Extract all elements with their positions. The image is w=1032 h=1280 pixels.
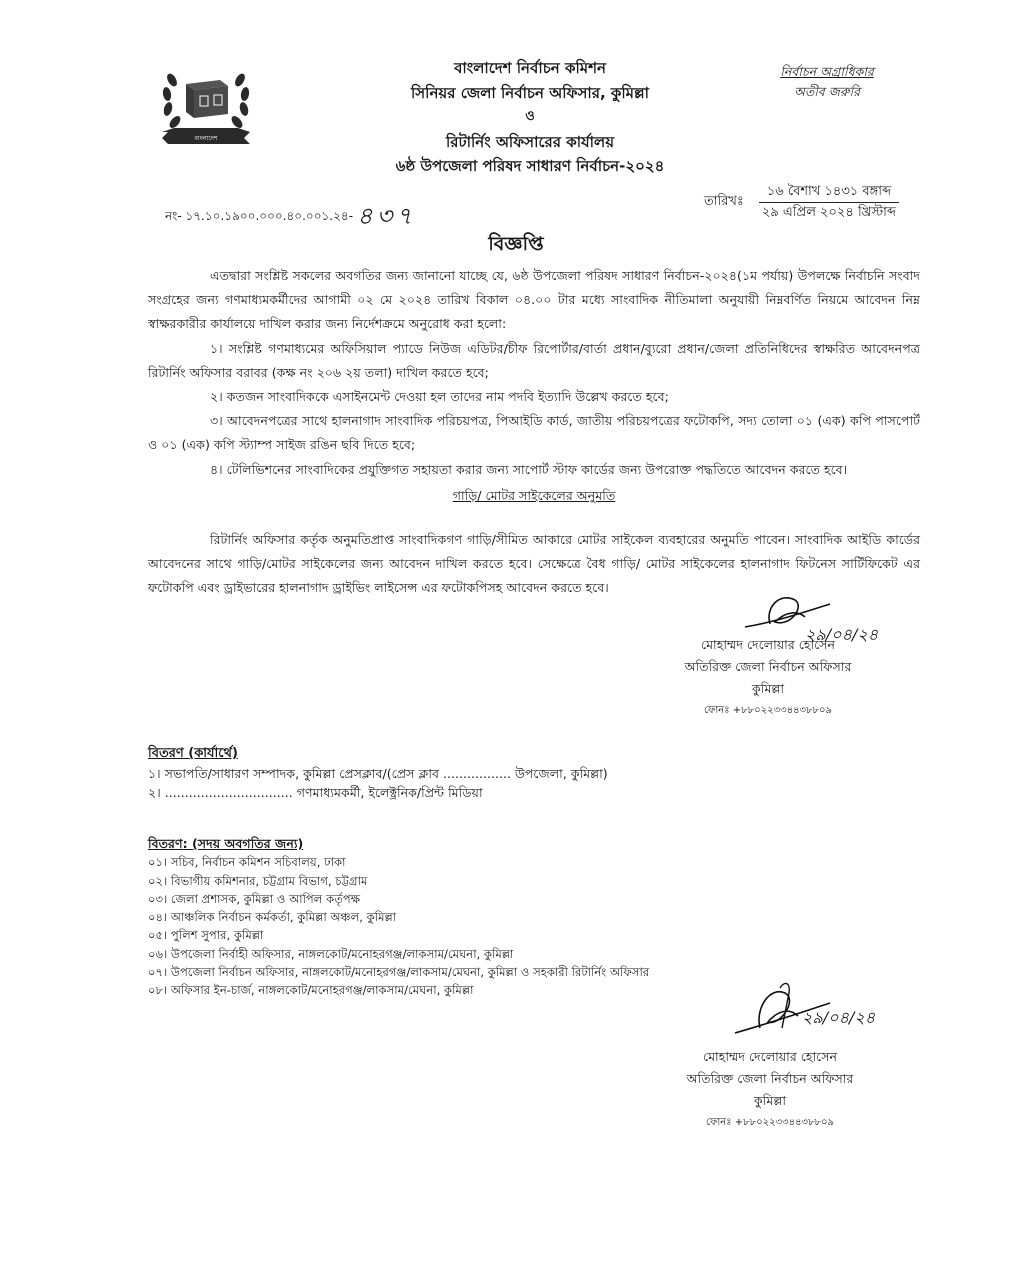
distribution-info-item: ০৫। পুলিশ সুপার, কুমিল্লা (148, 928, 264, 943)
date-bangla: ১৬ বৈশাখ ১৪৩১ বঙ্গাব্দ (759, 182, 899, 203)
letterhead-line-and: ও (525, 109, 535, 124)
distribution-info-item: ০৩। জেলা প্রশাসক, কুমিল্লা ও আপিল কর্তৃপক্ষ (148, 891, 361, 906)
distribution-action-item: ১। সভাপতি/সাধারণ সম্পাদক, কুমিল্লা প্রেসক্লাব/(প্রেস ক্লাব ................. উপজেলা, কুমিল্লা) (148, 765, 608, 781)
memo-date (704, 182, 904, 223)
letterhead-line-office: সিনিয়র জেলা নির্বাচন অফিসার, কুমিল্লা (410, 83, 650, 102)
urgency-label: অতীব জরুরি (794, 84, 860, 99)
signatory-name: মোহাম্মদ দেলোয়ার হোসেন (700, 637, 836, 652)
vehicle-permission-heading: গাড়ি/ মোটর সাইকেলের অনুমতি (452, 487, 616, 503)
priority-stamp (752, 62, 902, 102)
signatory-name: মোহাম্মদ দেলোয়ার হোসেন (702, 1049, 838, 1064)
signature-date: ২৯/০৪/২৪ (805, 625, 879, 644)
priority-label: নির্বাচন অগ্রাধিকার (780, 64, 874, 79)
instruction-item: ২। কতজন সাংবাদিককে এসাইনমেন্ট দেওয়া হল তাদের নাম পদবি ইত্যাদি উল্লেখ করতে হবে; (210, 389, 669, 405)
signatory-designation: অতিরিক্ত জেলা নির্বাচন অফিসার (684, 659, 852, 674)
distribution-info-item: ০৮। অফিসার ইন-চার্জ, নাঙ্গলকোট/মনোহরগঞ্জ/লাকসাম/মেঘনা, কুমিল্লা (148, 983, 474, 998)
distribution-info-item: ০৭। উপজেলা নির্বাচন অফিসার, নাঙ্গলকোট/মনোহরগঞ্জ/লাকসাম/মেঘনা, কুমিল্লা ও সহকারী রিটার্নিং অফিসার (148, 965, 650, 980)
signatory-location: কুমিল্লা (751, 681, 785, 696)
distribution-action-heading: বিতরণ (কার্যার্থে) (148, 746, 238, 761)
memo-handwritten-number: ৪৩৭ (357, 202, 416, 230)
signatory-block-1 (658, 634, 878, 722)
letterhead-line-commission: বাংলাদেশ নির্বাচন কমিশন (454, 59, 606, 77)
distribution-info (148, 835, 649, 1000)
signatory-phone: ফোনঃ +৮৮০২২৩৩৪৪৩৮৮০৯ (703, 705, 833, 716)
notice-title: বিজ্ঞপ্তি (488, 233, 544, 255)
distribution-info-item: ০৬। উপজেলা নির্বাহী অফিসার, নাঙ্গলকোট/মনোহরগঞ্জ/লাকসাম/মেঘনা, কুমিল্লা (148, 946, 514, 961)
date-gregorian: ২৯ এপ্রিল ২০২৪ খ্রিস্টাব্দ (761, 205, 897, 220)
distribution-info-item: ০২। বিভাগীয় কমিশনার, চট্টগ্রাম বিভাগ, চট্টগ্রাম (148, 873, 368, 888)
distribution-action-item: ২। ................................ গণমাধ্যমকর্মী, ইলেক্ট্রনিক/প্রিন্ট মিডিয়া (148, 785, 483, 800)
memo-reference-prefix: নং- ১৭.১০.১৯০০.০০০.৪০.০০১.২৪- (165, 209, 354, 223)
election-commission-logo (158, 62, 254, 148)
instruction-item: ৪। টেলিভিশনের সাংবাদিকের প্রযুক্তিগত সহায়তা করার জন্য সাপোর্ট স্টাফ কার্ডের জন্য উপরোক্ত পদ্ধতিতে আবেদন করতে হবে। (210, 461, 848, 477)
distribution-info-item: ০৪। আঞ্চলিক নির্বাচন কর্মকর্তা, কুমিল্লা অঞ্চল, কুমিল্লা (148, 910, 397, 925)
letterhead (380, 56, 680, 179)
letterhead-line-election: ৬ষ্ঠ উপজেলা পরিষদ সাধারণ নির্বাচন-২০২৪ (395, 157, 665, 175)
ballot-box-emblem-icon (158, 62, 254, 148)
signatory-block-2 (660, 1046, 880, 1134)
signatory-location: কুমিল্লা (753, 1093, 787, 1108)
distribution-info-heading: বিতরণ: (সদয় অবগতির জন্য) (148, 836, 304, 851)
intro-paragraph: এতদ্বারা সংশ্লিষ্ট সকলের অবগতির জন্য জানানো যাচ্ছে যে, ৬ষ্ঠ উপজেলা পরিষদ সাধারণ নির্বাচন-২০২৪(১ম পর্যায়) উপলক্ষে নির্বাচনি সংবাদ সংগ্রহের জন্য গণমাধ্যমকর্মীদের আগামী ০২ মে ২০২৪ তারিখ বিকাল ০৪.০০ টার মধ্যে সাংবাদিক নীতিমালা অনুযায়ী নিম্নবর্ণিত নিয়মে আবেদন নিম্ন স্বাক্ষরকারীর কার্যালয়ে দাখিল করার জন্য নির্দেশক্রমে অনুরোধ করা হলো: (148, 268, 920, 332)
signatory-designation: অতিরিক্ত জেলা নির্বাচন অফিসার (686, 1071, 854, 1086)
distribution-info-item: ০১। সচিব, নির্বাচন কমিশন সচিবালয়, ঢাকা (148, 855, 346, 870)
notice-body (148, 264, 920, 601)
letterhead-line-returning-office: রিটার্নিং অফিসারের কার্যালয় (445, 132, 615, 151)
instruction-item: ১। সংশ্লিষ্ট গণমাধ্যমের অফিসিয়াল প্যাডে নিউজ এডিটর/চীফ রিপোর্টার/বার্তা প্রধান/ব্যুরো প্রধান/জেলা প্রতিনিধিদের স্বাক্ষরিত আবেদনপত্র রিটার্নিং অফিসার বরাবর (কক্ষ নং ২০৬ ২য় তলা) দাখিল করতে হবে; (148, 340, 920, 380)
date-label: তারিখঃ (704, 194, 744, 209)
handwritten-signature-icon (730, 978, 880, 1048)
instruction-item: ৩। আবেদনপত্রের সাথে হালনাগাদ সাংবাদিক পরিচয়পত্র, পিআইডি কার্ড, জাতীয় পরিচয়পত্রের ফটোকপি, সদ্য তোলা ০১ (এক) কপি পাসপোর্ট ও ০১ (এক) কপি স্ট্যাম্প সাইজ রঙিন ছবি দিতে হবে; (148, 413, 920, 453)
vehicle-permission-paragraph: রিটার্নিং অফিসার কর্তৃক অনুমতিপ্রাপ্ত সাংবাদিকগণ গাড়ি/সীমিত আকারে মোটর সাইকেল ব্যবহারের অনুমতি পাবেন। সাংবাদিক আইডি কার্ডের আবেদনের সাথে গাড়ি/মোটর সাইকেলের জন্য আবেদন দাখিল করতে হবে। সেক্ষেত্রে বৈধ গাড়ি/ মোটর সাইকেলের হালনাগাদ ফিটনেস সার্টিফিকেট এর ফটোকপি এবং ড্রাইভারের হালনাগাদ ড্রাইভিং লাইসেন্স এর ফটোকপিসহ আবেদন করতে হবে। (148, 532, 920, 596)
signature-2 (730, 978, 880, 1048)
logo-ribbon-text: বাংলাদেশ (194, 135, 218, 142)
distribution-action (148, 744, 608, 803)
signatory-phone: ফোনঃ +৮৮০২২৩৩৪৪৩৮৮০৯ (705, 1117, 835, 1128)
signature-date: ২৯/০৪/২৪ (802, 1008, 876, 1027)
